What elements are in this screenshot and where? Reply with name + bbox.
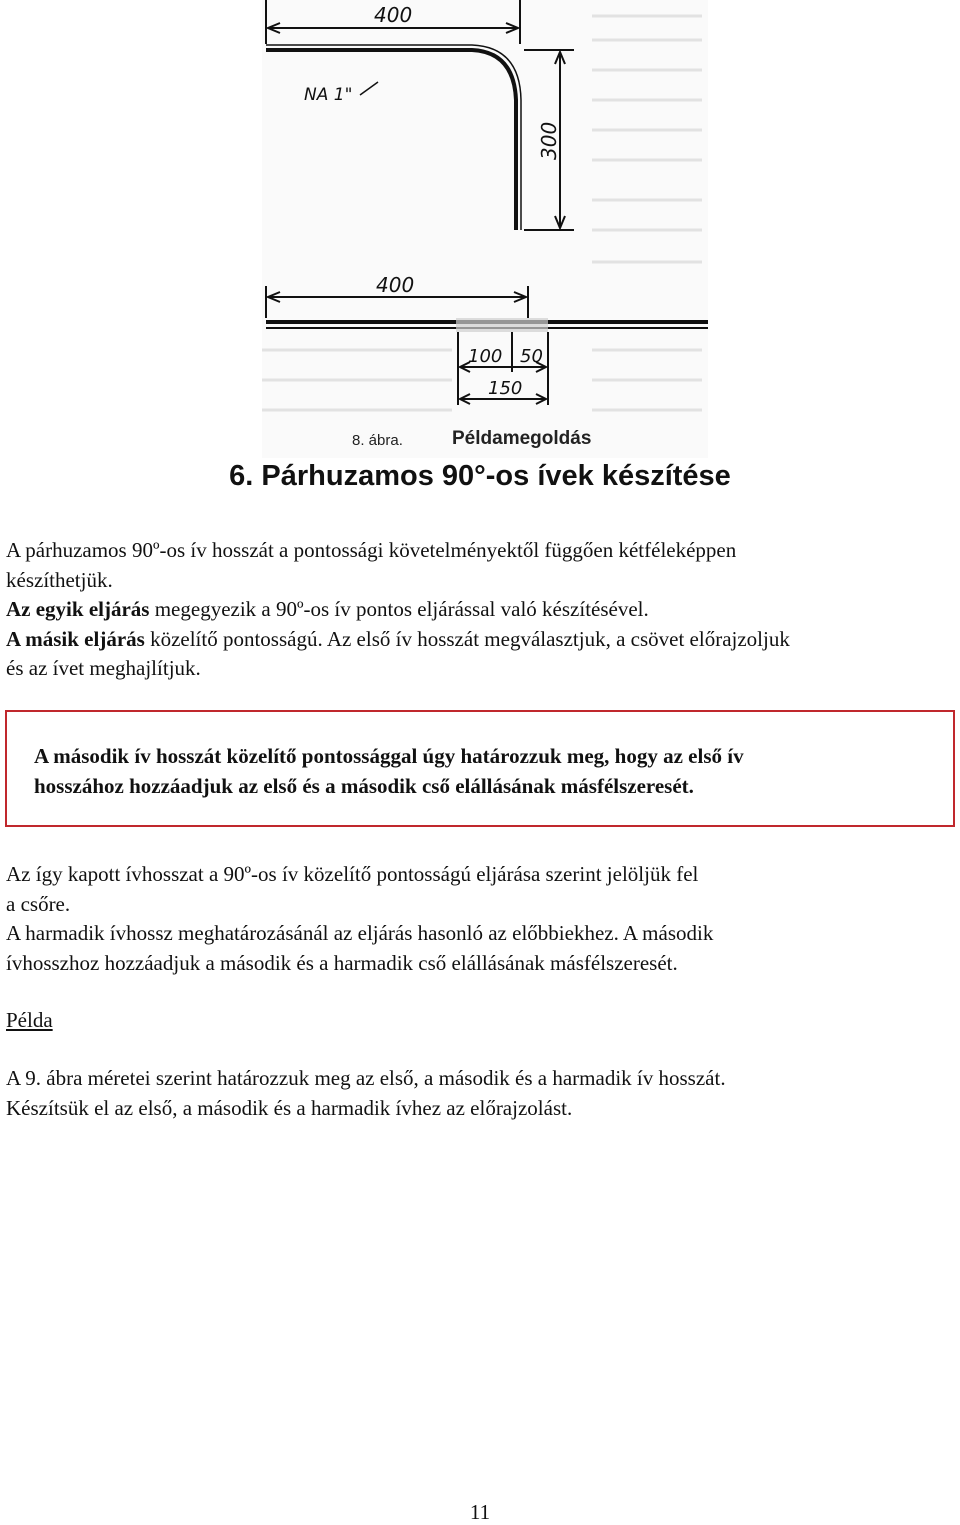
body-line-3: A harmadik ívhossz meghatározásánál az eljárás hasonló az előbbiekhez. A második (6, 921, 714, 945)
figure-title: Példamegoldás (452, 428, 592, 449)
body-line-4: ívhosszhoz hozzáadjuk a második és a harmadik cső elállásának másfélszeresét. (6, 950, 678, 975)
bottom-length-label: 400 (376, 273, 415, 297)
drawing-svg (262, 0, 708, 458)
intro-paragraph (6, 536, 954, 684)
segment-100-label: 100 (468, 346, 503, 367)
method-one-label: Az egyik eljárás (6, 597, 150, 621)
example-paragraph (6, 1064, 954, 1123)
technical-drawing-figure (262, 0, 708, 458)
intro-line-3 (6, 595, 954, 625)
body-line-2: a csőre. (6, 891, 71, 916)
body-line-1: Az így kapott ívhosszat a 90º-os ív közelítő pontosságú eljárása szerint jelöljük fel (6, 862, 699, 886)
method-two-text: közelítő pontosságú. Az első ív hosszát megválasztjuk, a csövet előrajzoljuk (144, 626, 790, 651)
intro-line-2: készíthetjük. (6, 567, 113, 592)
intro-line-1: A párhuzamos 90º-os ív hosszát a pontossági követelményektől függően kétféleképpen (6, 538, 737, 562)
example-heading (6, 1006, 954, 1036)
nominal-size-tag: NA 1" (304, 85, 353, 105)
body-paragraph (6, 860, 954, 978)
figure-number: 8. ábra. (352, 432, 403, 449)
segment-50-label: 50 (520, 346, 543, 367)
section-heading: 6. Párhuzamos 90°-os ívek készítése (229, 460, 731, 492)
highlight-text (34, 742, 744, 801)
example-line-1: A 9. ábra méretei szerint határozzuk meg az első, a második és a harmadik ív hosszát. (6, 1066, 726, 1090)
page-number: 11 (469, 1500, 491, 1524)
intro-line-5: és az ívet meghajlítjuk. (6, 656, 201, 680)
highlight-box (5, 710, 955, 827)
highlight-line-1: A második ív hosszát közelítő pontossággal úgy határozzuk meg, hogy az első ív (34, 744, 744, 768)
highlight-line-2: hosszához hozzáadjuk az első és a második cső elállásának másfélszeresét. (34, 773, 694, 798)
segment-150-label: 150 (488, 378, 523, 399)
method-two-label: A másik eljárás (6, 626, 145, 651)
vertical-length-label: 300 (537, 121, 561, 160)
method-one-text: megegyezik a 90º-os ív pontos eljárással való készítésével. (149, 597, 649, 621)
example-line-2: Készítsük el az első, a második és a harmadik ívhez az előrajzolást. (6, 1095, 573, 1120)
top-length-label: 400 (374, 3, 413, 27)
intro-line-4 (6, 625, 954, 655)
example-label: Példa (6, 1008, 53, 1032)
